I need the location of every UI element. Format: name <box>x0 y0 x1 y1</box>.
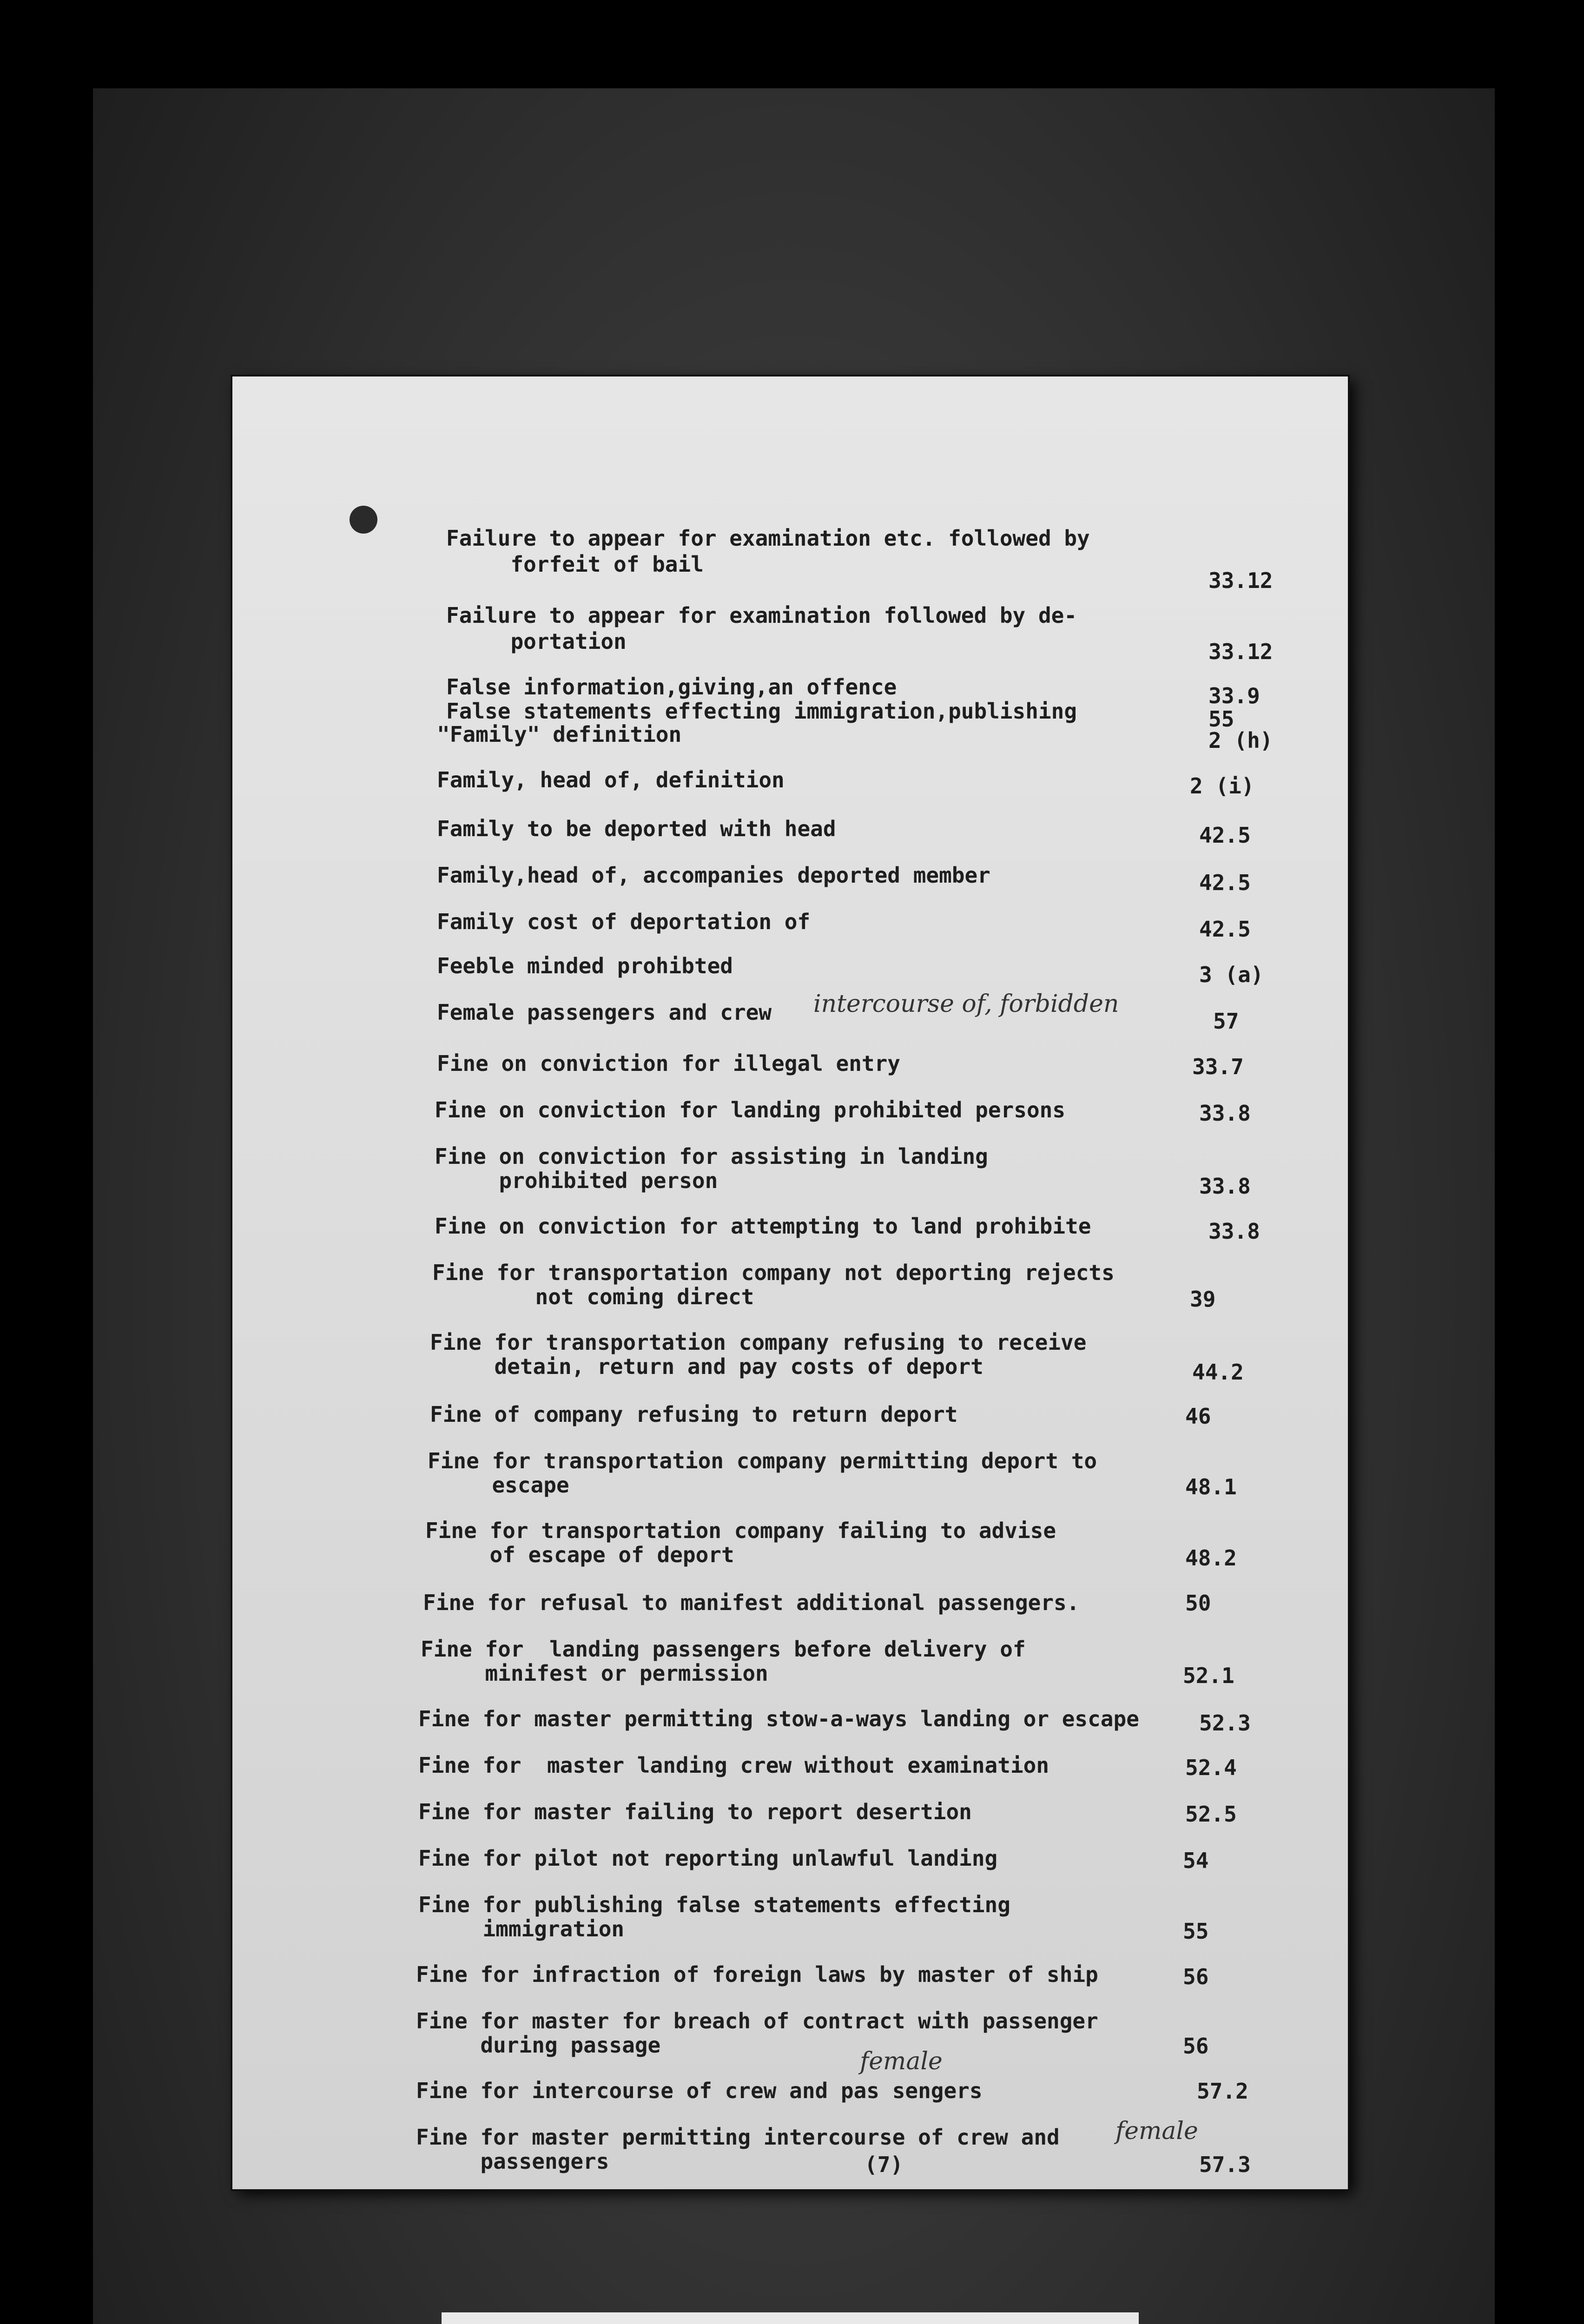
entry-line: Fine for transportation company failing to advise <box>425 1518 1056 1543</box>
section-ref: 42.5 <box>1199 823 1251 848</box>
entry-line: Family, head of, definition <box>437 767 785 792</box>
entry-line: Fine on conviction for assisting in landing <box>435 1144 988 1169</box>
section-ref: 46 <box>1185 1404 1211 1429</box>
section-ref: 56 <box>1183 1964 1209 1989</box>
section-ref: 54 <box>1183 1848 1209 1873</box>
handwritten-note: female <box>1115 2117 1198 2145</box>
entry-line: forfeit of bail <box>446 552 704 577</box>
entry-line: Fine for master for breach of contract with passenger <box>416 2008 1098 2034</box>
section-ref: 33.8 <box>1199 1174 1251 1199</box>
entry-line: False statements effecting immigration,publishing <box>446 699 1077 724</box>
section-ref: 55 <box>1183 1919 1209 1944</box>
section-ref: 39 <box>1190 1287 1216 1312</box>
section-ref: 50 <box>1185 1591 1211 1616</box>
entry-line: prohibited person <box>435 1168 718 1193</box>
section-ref: 52.3 <box>1199 1710 1251 1736</box>
section-ref: 57 <box>1213 1009 1239 1034</box>
entry-line: Fine for intercourse of crew and pas sengers <box>416 2078 983 2103</box>
handwritten-note: intercourse of, forbidden <box>813 990 1119 1018</box>
entry-line: Fine for master landing crew without examination <box>418 1753 1049 1778</box>
page-number: (7) <box>865 2152 904 2177</box>
section-ref: 33.12 <box>1208 568 1273 593</box>
section-ref: 57.2 <box>1197 2079 1248 2104</box>
section-ref: 52.1 <box>1183 1663 1234 1688</box>
entry-line: Fine for infraction of foreign laws by master of ship <box>416 1962 1098 1987</box>
section-ref: 2 (h) <box>1208 728 1273 753</box>
section-ref: 52.5 <box>1185 1802 1237 1827</box>
punch-hole <box>350 506 377 534</box>
entry-line: Failure to appear for examination etc. followed by <box>446 526 1090 551</box>
entry-line: Fine on conviction for attempting to land prohibite <box>435 1214 1091 1239</box>
section-ref: 33.8 <box>1208 1219 1260 1244</box>
entry-line: Fine for master failing to report desertion <box>418 1799 972 1824</box>
entry-line: minifest or permission <box>421 1661 768 1686</box>
entry-line: Fine for landing passengers before delivery of <box>421 1637 1026 1662</box>
entry-line: passengers <box>416 2149 609 2174</box>
entry-line: Fine for transportation company permitting deport to <box>428 1448 1097 1473</box>
source-label <box>442 2312 1139 2324</box>
entry-line: not coming direct <box>432 1284 754 1309</box>
entry-line: Fine for transportation company refusing to receive <box>430 1330 1087 1355</box>
entry-line: False information,giving,an offence <box>446 674 897 700</box>
entry-line: Feeble minded prohibted <box>437 953 733 978</box>
entry-line: Failure to appear for examination followed by de- <box>446 603 1077 628</box>
handwritten-note: female <box>860 2047 943 2075</box>
entry-line: Fine on conviction for landing prohibited persons <box>435 1097 1066 1122</box>
section-ref: 33.12 <box>1208 639 1273 664</box>
entry-line: escape <box>428 1472 569 1498</box>
section-ref: 42.5 <box>1199 917 1251 942</box>
section-ref: 55 <box>1208 706 1234 732</box>
section-ref: 33.8 <box>1199 1101 1251 1126</box>
section-ref: 3 (a) <box>1199 962 1264 987</box>
entry-line: Fine for transportation company not deporting rejects <box>432 1260 1115 1285</box>
section-ref: 48.2 <box>1185 1545 1237 1571</box>
entry-line: Fine for publishing false statements effecting <box>418 1892 1010 1917</box>
section-ref: 33.7 <box>1192 1054 1244 1079</box>
entry-line: Fine for master permitting stow-a-ways landing or escape <box>418 1706 1139 1731</box>
section-ref: 33.9 <box>1208 683 1260 708</box>
entry-line: "Family" definition <box>437 722 682 747</box>
section-ref: 57.3 <box>1199 2152 1251 2177</box>
entry-line: detain, return and pay costs of deport <box>430 1354 983 1379</box>
entry-line: Fine for refusal to manifest additional passengers. <box>423 1590 1080 1615</box>
entry-line: Fine of company refusing to return deport <box>430 1402 958 1427</box>
section-ref: 44.2 <box>1192 1360 1244 1385</box>
entry-line: portation <box>446 629 627 654</box>
entry-line: Fine for pilot not reporting unlawful landing <box>418 1846 998 1871</box>
entry-line: immigration <box>418 1916 625 1941</box>
section-ref: 42.5 <box>1199 870 1251 895</box>
entry-line: of escape of deport <box>425 1542 734 1567</box>
entry-line: during passage <box>416 2033 661 2058</box>
section-ref: 2 (i) <box>1190 773 1254 799</box>
section-ref: 52.4 <box>1185 1755 1237 1780</box>
entry-line: Female passengers and crew <box>437 1000 772 1025</box>
entry-line: Family to be deported with head <box>437 816 836 841</box>
entry-line: Family cost of deportation of <box>437 909 811 934</box>
entry-line: Family,head of, accompanies deported member <box>437 863 990 888</box>
section-ref: 56 <box>1183 2034 1209 2059</box>
entry-line: Fine for master permitting intercourse of crew and <box>416 2125 1060 2150</box>
section-ref: 48.1 <box>1185 1474 1237 1499</box>
entry-line: Fine on conviction for illegal entry <box>437 1051 900 1076</box>
